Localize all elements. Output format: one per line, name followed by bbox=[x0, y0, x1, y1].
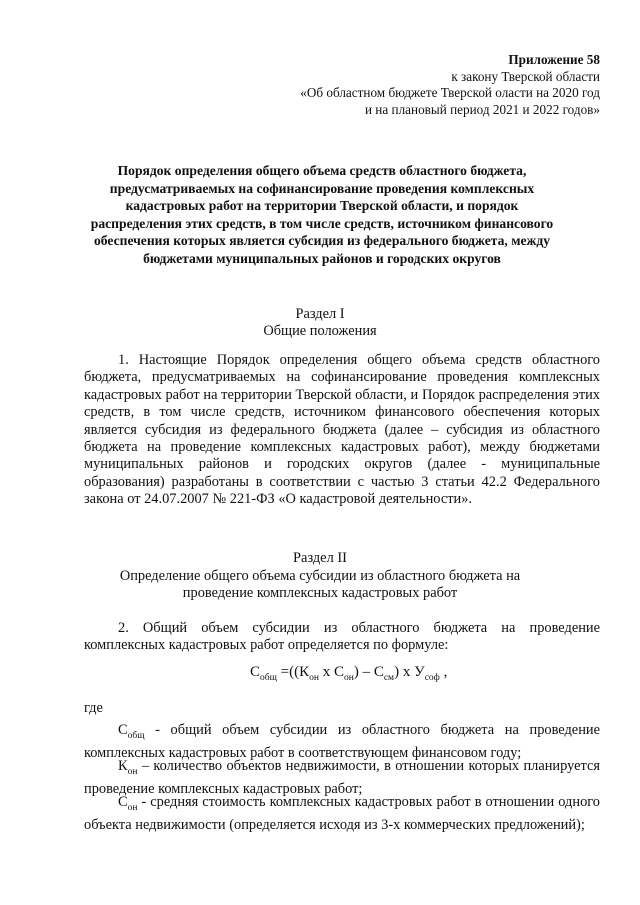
formula: $С_{общ} =((К_{он}$ х $С_{он}) - С_{см}$) х $У_{соф}$ , bbox=[250, 664, 448, 683]
paragraph-2 bbox=[84, 620, 600, 655]
paragraph-2-text: 2. Общий объем субсидии из областного бюджета на проведение комплексных кадастровых работ определяется по формуле: bbox=[84, 620, 600, 654]
definition-item: $К_{он}$ – количество объектов недвижимости, в отношении которых планируется проведение комплексных кадастровых работ; bbox=[84, 758, 600, 798]
section-2-label: Раздел II bbox=[293, 550, 347, 566]
appendix-line: и на плановый период 2021 и 2022 годов» bbox=[364, 101, 600, 117]
appendix-header bbox=[260, 52, 600, 118]
document-title: Порядок определения общего объема средств областного бюджета, предусматриваемых на софинансирование проведения комплексных кадастровых работ на территории Тверской области, и порядок распределения этих средств, в том числе средств, источником финансового обеспечения которых является субсидия из федерального бюджета, между бюджетами муниципальных районов и городских округов bbox=[90, 163, 554, 266]
section-1-label: Раздел I bbox=[295, 306, 345, 322]
appendix-line: к закону Тверской области bbox=[451, 68, 600, 84]
paragraph-1 bbox=[84, 352, 600, 509]
section-2-name-line2: проведение комплексных кадастровых работ bbox=[182, 585, 458, 601]
appendix-number: Приложение 58 bbox=[508, 52, 600, 67]
where-label: где bbox=[84, 700, 103, 716]
definition-item: $С_{он}$ - средняя стоимость комплексных кадастровых работ в отношении одного объекта недвижимости (определяется исходя из 3-х коммерческих предложений); bbox=[84, 794, 600, 834]
section-1-name: Общие положения bbox=[263, 323, 377, 339]
section-2-name-line1: Определение общего объема субсидии из областного бюджета на bbox=[119, 568, 521, 584]
appendix-line: «Об областном бюджете Тверской оласти на 2020 год bbox=[300, 85, 600, 100]
definition-item: $С_{общ}$ - общий объем субсидии из областного бюджета на проведение комплексных кадастровых работ в соответствующем финансовом году; bbox=[84, 722, 600, 762]
paragraph-1-text: 1. Настоящие Порядок определения общего объема средств областного бюджета, предусматриваемых на софинансирование проведения комплексных кадастровых работ на территории Тверской области, и Порядок распределения этих средств, в том числе средств, источником финансового обеспечения которых является субсидия из федерального бюджета (далее – субсидия из областного бюджета на проведение комплексных кадастровых работ), между бюджетами муниципальных районов и городских округов (далее - муниципальные образования) разработаны в соответствии с частью 3 статьи 42.2 Федерального закона от 24.07.2007 № 221-ФЗ «О кадастровой деятельности». bbox=[84, 352, 600, 508]
